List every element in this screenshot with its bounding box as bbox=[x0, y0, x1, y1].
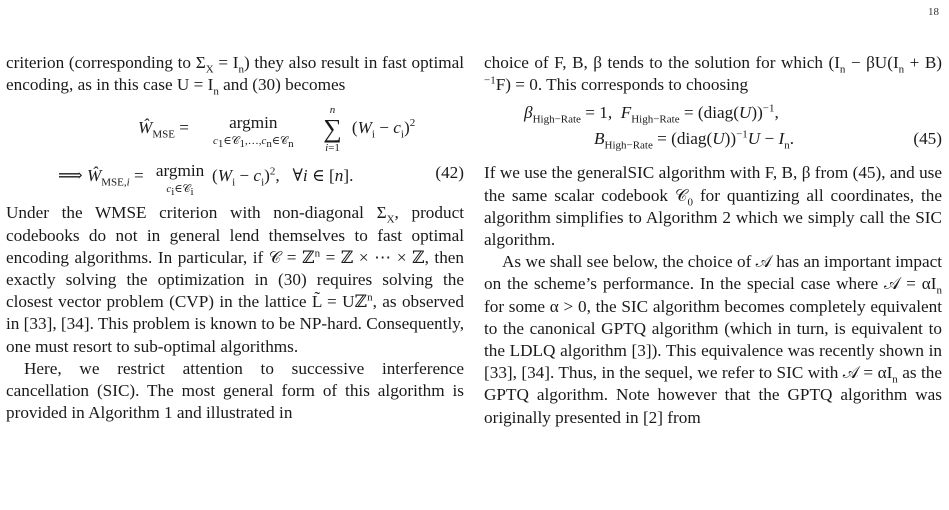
page-number: 18 bbox=[928, 6, 939, 18]
left-paragraph-2: Under the WMSE criterion with non-diagonal $\Sigma_X$, product codebooks do not in general lend themselves to fast optimal encoding algorithms. In particular, if 𝒞 = ℤ$^n$ = ℤ × ⋯ × ℤ, then exactly solving the optimization in (30) requires solving the closest vector problem (CVP) in the lattice L̃ = Uℤ$^n$, as observed in [33], [34]. This problem is known to be NP-hard. Consequently, one must resort to sub-optimal algorithms. bbox=[6, 203, 465, 356]
equation-45: $\beta_{High-Rate} = 1$, $F_{High-Rate}$ = (diag(U))$^{-1}$, $B_{High-Rate}$ = (diag(U))$^{-1}$U − $I_n$. (45) bbox=[524, 102, 942, 152]
right-paragraph-1: choice of F, B, β tends to the solution for which $(I_n - \beta U(I_n + B)^{-1}F) = 0$. This corresponds to choosing bbox=[484, 53, 943, 95]
equation-45-label: (45) bbox=[913, 129, 942, 149]
right-paragraph-2: If we use the generalSIC algorithm with F, B, β from (45), and use the same scalar codebook 𝒞$_0$ for quantizing all coordinates, the algorithm simplifies to Algorithm 2 which we simply call the SIC algorithm. bbox=[484, 163, 942, 250]
left-column bbox=[6, 52, 464, 424]
right-paragraph-3: As we shall see below, the choice of 𝒜 has an important impact on the scheme’s performance. In the special case where 𝒜 = $\alpha I_n$ for some α > 0, the SIC algorithm becomes completely equivalent to the canonical GPTQ algorithm (which in turn, is equivalent to the LDLQ algorithm [3]). This equivalence was recently shown in [33], [34]. Thus, in the sequel, we refer to SIC with 𝒜 = $\alpha I_n$ as the GPTQ algorithm. Note however that the GPTQ algorithm was originally presented in [2] from bbox=[484, 252, 942, 427]
left-paragraph-1: criterion (corresponding to $\Sigma_X = I_n$) they also result in fast optimal encoding, as in this case $U = I_n$ and (30) becomes bbox=[6, 53, 465, 98]
equation-42-label: (42) bbox=[435, 163, 464, 183]
left-paragraph-3: Here, we restrict attention to successive interference cancellation (SIC). The most general form of this algorithm is provided in Algorithm 1 and illustrated in bbox=[6, 358, 464, 423]
right-column bbox=[484, 52, 942, 429]
equation-42: $Ŵ_{MSE} = argmin$ $c_1\in 𝒞_1,\dots,c_n\in 𝒞_n$ n ∑ i=1 $(W_i - c_i)^2$ ⟹ $Ŵ_{MSE,i} = argmin$ $c_i\in 𝒞_i$ $(W_i - c_i)^2$, ∀i ∈ [n]. (42) bbox=[58, 104, 464, 198]
